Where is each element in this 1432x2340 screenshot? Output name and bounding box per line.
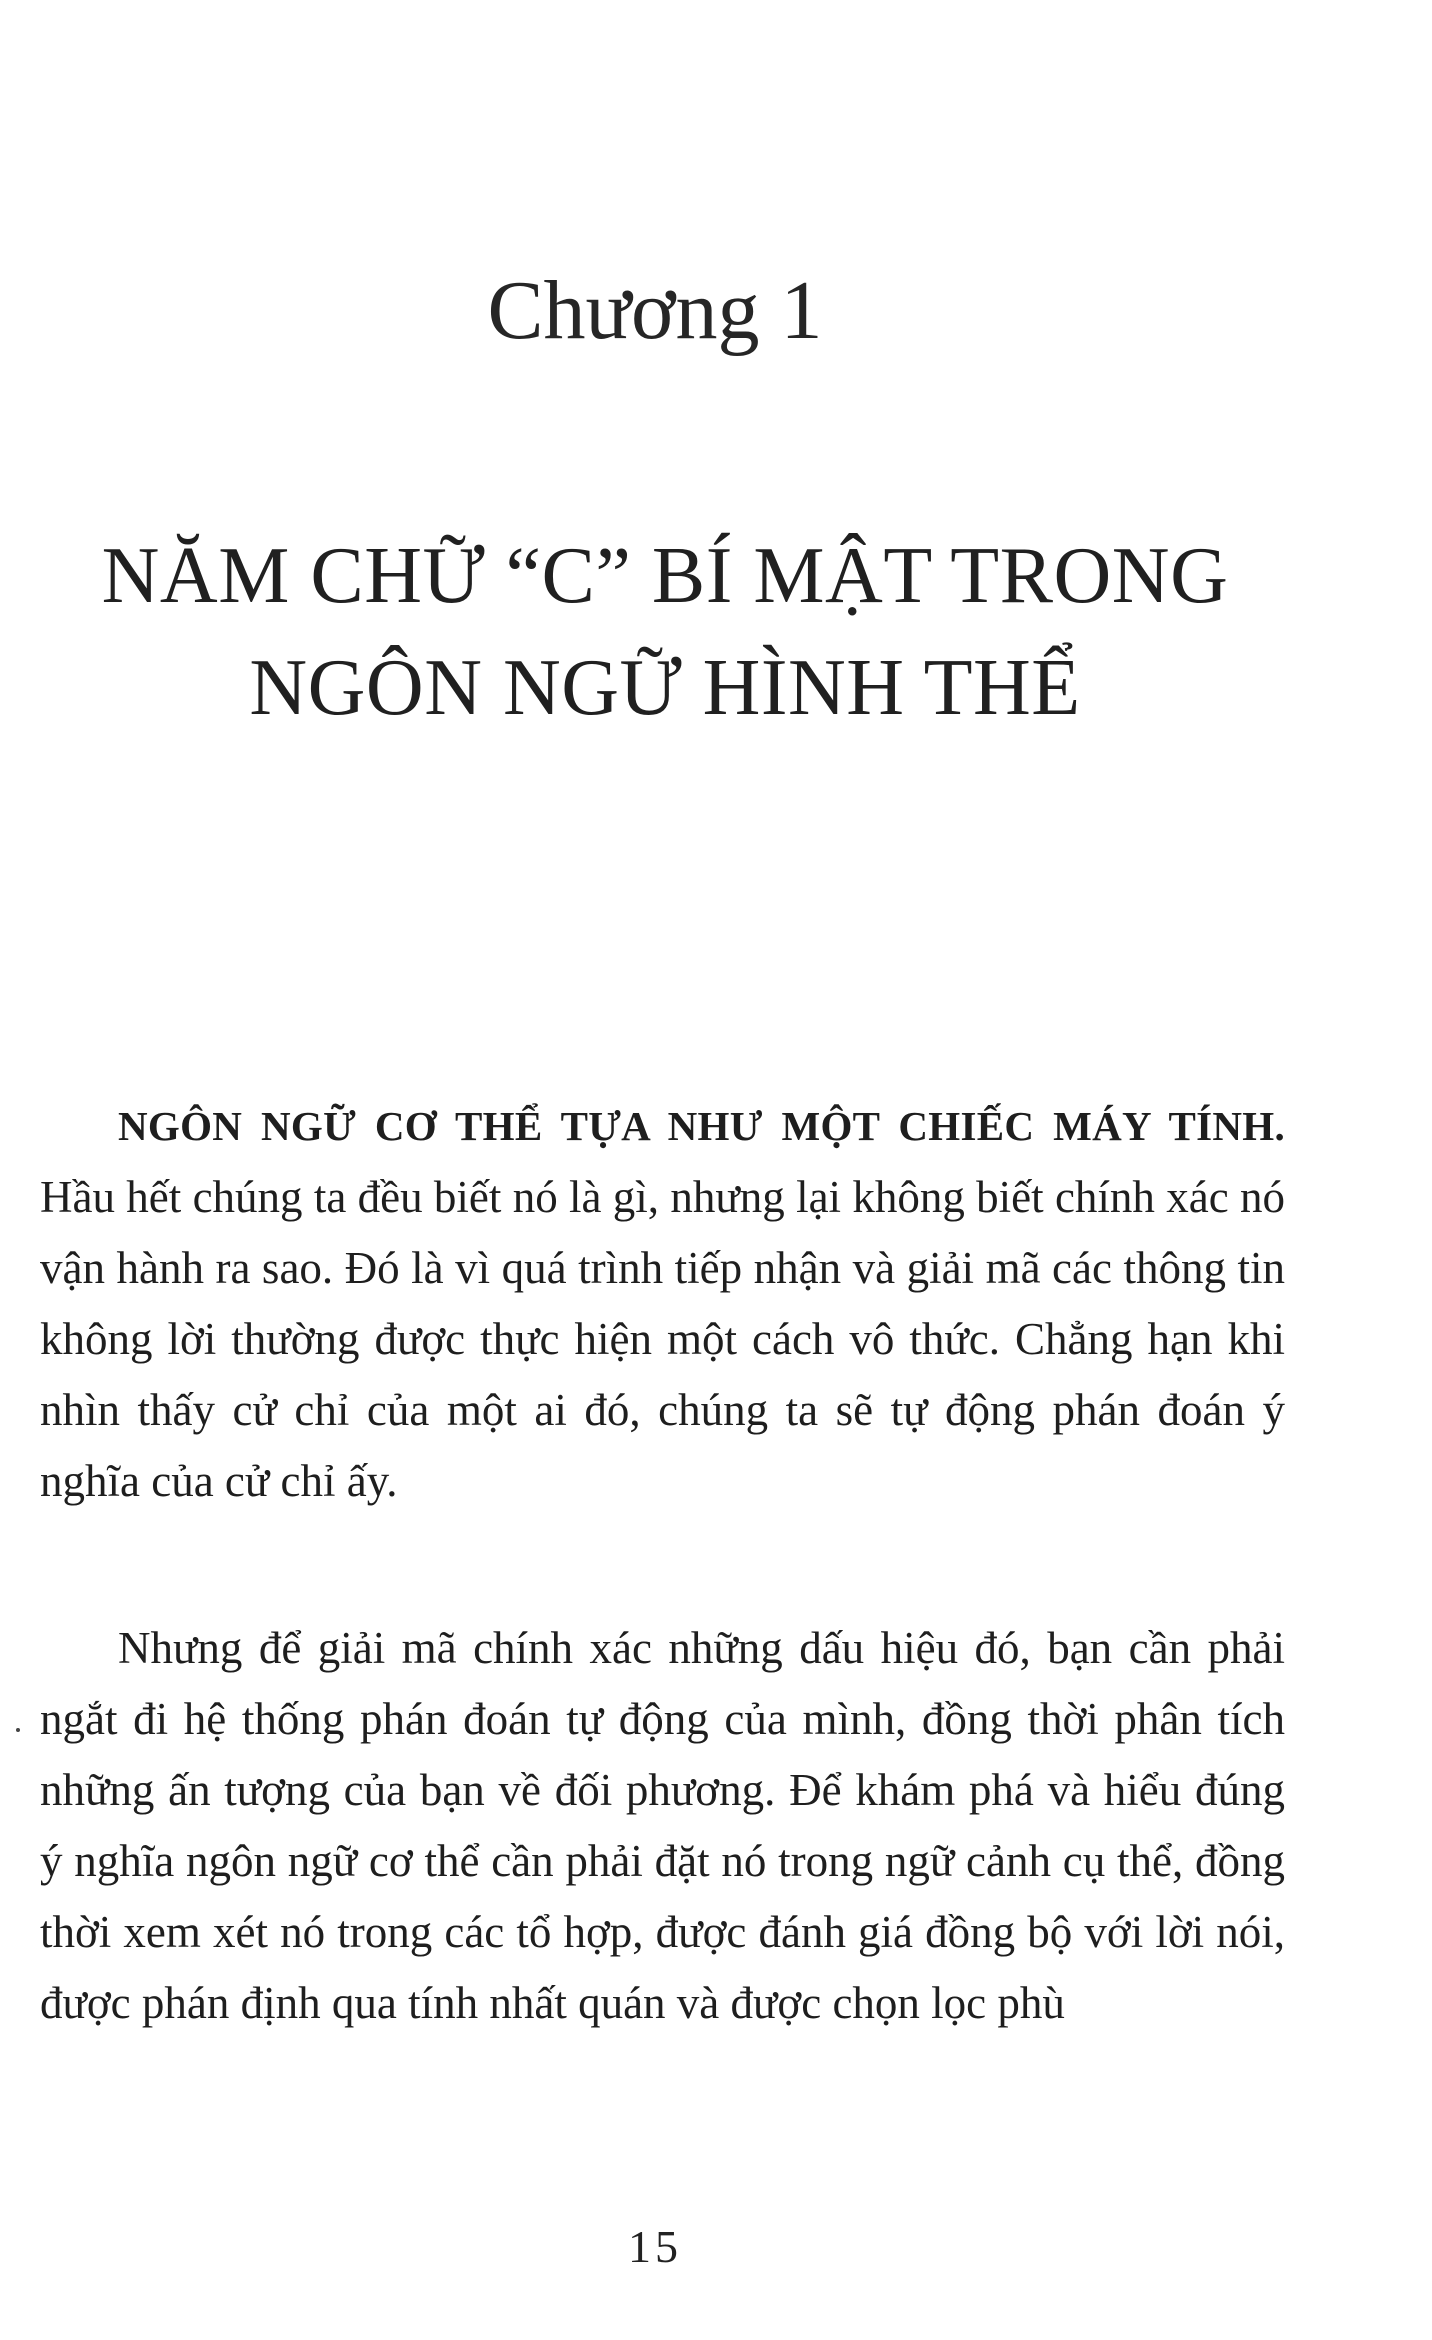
chapter-title: [40, 520, 1290, 744]
paragraph-1-lead: NGÔN NGỮ CƠ THỂ TỰA NHƯ MỘT CHIẾC MÁY TÍNH.: [118, 1103, 1285, 1149]
chapter-title-line-1: NĂM CHỮ “C” BÍ MẬT TRONG: [101, 532, 1229, 620]
page-number: 15: [628, 2221, 682, 2272]
chapter-label: Chương 1: [487, 264, 823, 357]
paragraph-1-text: Hầu hết chúng ta đều biết nó là gì, nhưng lại không biết chính xác nó vận hành ra sao. Đó là vì quá trình tiếp nhận và giải mã các thông tin không lời thường được thực hiện một cách vô thức. Chẳng hạn khi nhìn thấy cử chỉ của một ai đó, chúng ta sẽ tự động phán đoán ý nghĩa của cử chỉ ấy.: [40, 1172, 1285, 1506]
paragraph-1: [40, 1090, 1285, 1517]
paragraph-2: Nhưng để giải mã chính xác những dấu hiệu đó, bạn cần phải ngắt đi hệ thống phán đoán tự động của mình, đồng thời phân tích những ấn tượng của bạn về đối phương. Để khám phá và hiểu đúng ý nghĩa ngôn ngữ cơ thể cần phải đặt nó trong ngữ cảnh cụ thể, đồng thời xem xét nó trong các tổ hợp, được đánh giá đồng bộ với lời nói, được phán định qua tính nhất quán và được chọn lọc phù: [40, 1623, 1285, 2028]
chapter-title-line-2: NGÔN NGỮ HÌNH THỂ: [249, 644, 1081, 732]
scan-speck: [16, 1728, 20, 1732]
